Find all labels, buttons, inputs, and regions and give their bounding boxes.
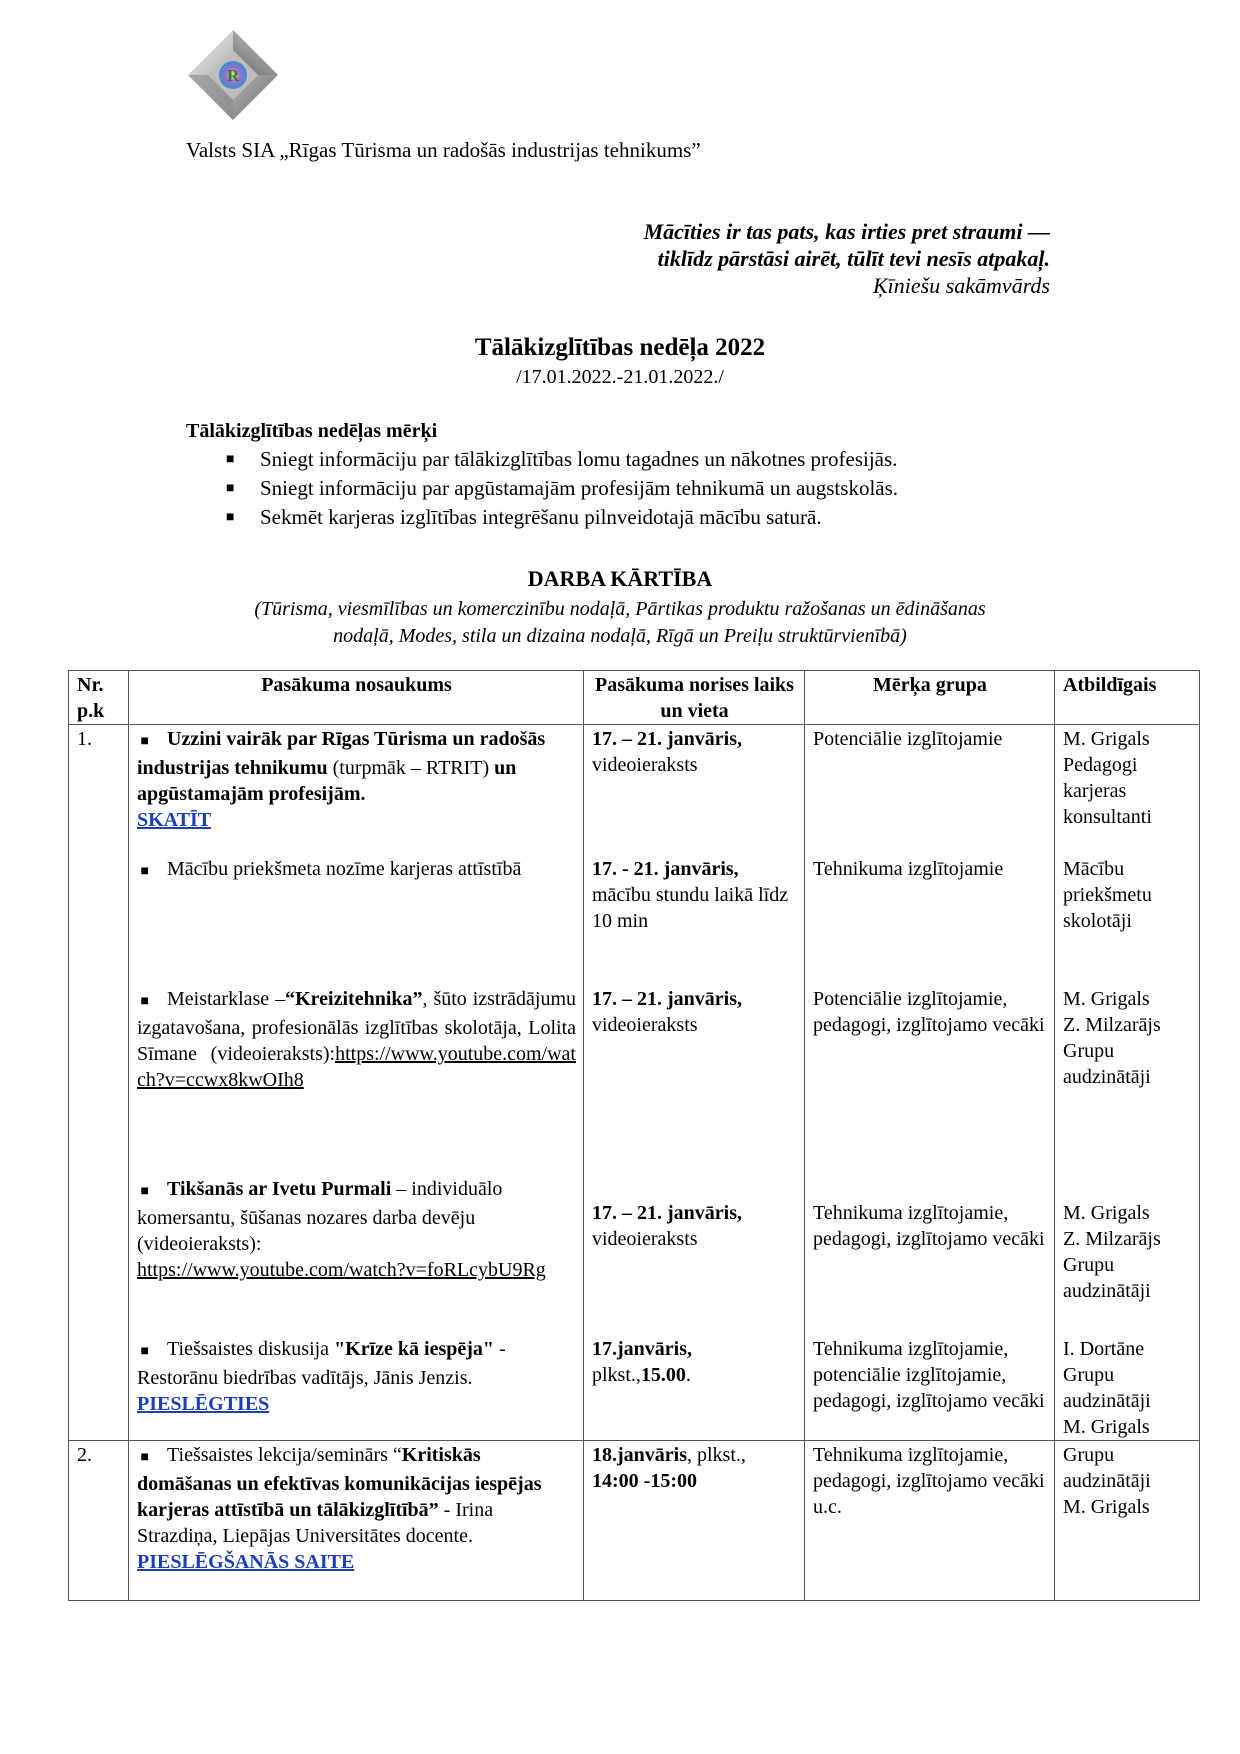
event-5: ■ Tiešsaistes diskusija "Krīze kā iespēja" - Restorānu biedrības vadītājs, Jānis Jenzis. PIESLĒGTIES — [137, 1338, 506, 1415]
goals-list — [186, 445, 1066, 532]
goal-item: ■ Sniegt informāciju par apgūstamajām profesijām tehnikumā un augstskolās. — [186, 474, 1066, 503]
event-4: ■ Tikšanās ar Ivetu Purmali – individuālo komersantu, šūšanas nozares darba devēju (videoieraksts): https://www.youtube.com/watch?v=foRLcybU9Rg — [137, 1178, 546, 1281]
event-5-time: 17.janvāris, plkst.,15.00. — [592, 1338, 692, 1386]
document-dates: /17.01.2022.-21.01.2022./ — [516, 366, 724, 388]
square-bullet-icon: ■ — [137, 1450, 149, 1465]
event-1: ■ Uzzini vairāk par Rīgas Tūrisma un radošās industrijas tehnikumu (turpmāk – RTRIT) un apgūstamajām profesijām. SKATĪT — [137, 728, 546, 831]
table-row — [69, 725, 1200, 1441]
target-groups-cell — [805, 725, 1055, 1441]
square-bullet-icon: ■ — [226, 510, 235, 525]
goals-section — [186, 420, 1066, 532]
svg-text:R: R — [227, 66, 240, 85]
event-3-time: 17. – 21. janvāris, videoieraksts — [592, 988, 742, 1036]
event-3-responsible: M. Grigals Z. Milzarājs Grupu audzinātāji — [1063, 988, 1161, 1088]
event-4-group: Tehnikuma izglītojamie, pedagogi, izglītojamo vecāki — [813, 1202, 1045, 1250]
row-number: 2. — [69, 1441, 129, 1601]
event-1-responsible: M. Grigals Pedagogi karjeras konsultanti — [1063, 728, 1152, 828]
square-bullet-icon: ■ — [137, 864, 149, 879]
goal-item: ■ Sniegt informāciju par tālākizglītības lomu tagadnes un nākotnes profesijās. — [186, 445, 1066, 474]
join-link[interactable]: PIESLĒGTIES — [137, 1393, 270, 1415]
agenda-heading: DARBA KĀRTĪBA — [527, 566, 713, 591]
header-nr: Nr. p.k — [69, 671, 129, 725]
school-logo-icon — [186, 28, 280, 122]
header-group: Mērķa grupa — [805, 671, 1055, 725]
agenda-table — [68, 670, 1200, 1601]
agenda-subtitle: (Tūrisma, viesmīlības un komerczinību nodaļā, Pārtikas produktu ražošanas un ēdināšanas nodaļā, Modes, stila un dizaina nodaļā, Rīgā un Preiļu struktūrvienībā) — [254, 598, 986, 647]
square-bullet-icon: ■ — [226, 452, 235, 467]
square-bullet-icon: ■ — [137, 1344, 149, 1359]
event-2-responsible: Mācību priekšmetu skolotāji — [1063, 858, 1152, 932]
watch-link[interactable]: SKATĪT — [137, 809, 212, 831]
target-group-cell: Tehnikuma izglītojamie, pedagogi, izglītojamo vecāki u.c. — [805, 1441, 1055, 1601]
quote-source: Ķīniešu sakāmvārds — [872, 273, 1050, 298]
header-time: Pasākuma norises laiks un vieta — [584, 671, 805, 725]
event-names-cell — [129, 725, 584, 1441]
header-name: Pasākuma nosaukums — [129, 671, 584, 725]
event-5-group: Tehnikuma izglītojamie, potenciālie izglītojamie, pedagogi, izglītojamo vecāki — [813, 1338, 1045, 1412]
event-name-cell: ■ Tiešsaistes lekcija/seminārs “Kritiskās domāšanas un efektīvas komunikācijas iespējas karjeras attīstībā un tālākizglītībā” - Irina Strazdiņa, Liepājas Universitātes docente. PIESLĒGŠANĀS SAITE — [129, 1441, 584, 1601]
table-header-row — [69, 671, 1200, 725]
organization-name: Valsts SIA „Rīgas Tūrisma un radošās industrijas tehnikums” — [186, 138, 701, 162]
row-number: 1. — [69, 725, 129, 1441]
event-1-group: Potenciālie izglītojamie — [813, 728, 1003, 750]
goals-heading: Tālākizglītības nedēļas mērķi — [186, 420, 438, 442]
event-3: ■ Meistarklase –“Kreizitehnika”, šūto izstrādājumu izgatavošana, profesionālās izglītības skolotāja, Lolita Sīmane (videoieraksts):https://www.youtube.com/watch?v=ccwx8kwOIh8 — [137, 988, 576, 1091]
square-bullet-icon: ■ — [137, 994, 149, 1009]
event-time-cell: 18.janvāris, plkst., 14:00 -15:00 — [584, 1441, 805, 1601]
document-title: Tālākizglītības nedēļa 2022 — [474, 334, 766, 361]
goal-item: ■ Sekmēt karjeras izglītības integrēšanu pilnveidotajā mācību saturā. — [186, 503, 1066, 532]
quote-line-1: Mācīties ir tas pats, kas irties pret straumi — — [643, 219, 1050, 244]
responsible-cell — [1055, 725, 1200, 1441]
video-link[interactable]: https://www.youtube.com/watch?v=foRLcybU9Rg — [137, 1259, 546, 1281]
table-row — [69, 1441, 1200, 1601]
event-5-responsible: I. Dortāne Grupu audzinātāji M. Grigals — [1063, 1338, 1151, 1438]
event-times-cell — [584, 725, 805, 1441]
event-2: ■ Mācību priekšmeta nozīme karjeras attīstībā — [137, 856, 576, 986]
event-2-time: 17. - 21. janvāris, mācību stundu laikā līdz 10 min — [592, 858, 789, 932]
event-2-group: Tehnikuma izglītojamie — [813, 858, 1004, 880]
join-link[interactable]: PIESLĒGŠANĀS SAITE — [137, 1551, 355, 1573]
event-1-time: 17. – 21. janvāris, videoieraksts — [592, 728, 742, 776]
square-bullet-icon: ■ — [137, 1184, 149, 1199]
square-bullet-icon: ■ — [137, 734, 149, 749]
event-4-time: 17. – 21. janvāris, videoieraksts — [592, 1202, 742, 1250]
responsible-cell: Grupu audzinātāji M. Grigals — [1055, 1441, 1200, 1601]
event-3-group: Potenciālie izglītojamie, pedagogi, izglītojamo vecāki — [813, 988, 1045, 1036]
event-4-responsible: M. Grigals Z. Milzarājs Grupu audzinātāji — [1063, 1202, 1161, 1302]
square-bullet-icon: ■ — [226, 481, 235, 496]
video-link[interactable]: https://www.youtube.com/watch?v=ccwx8kwOIh8 — [137, 1043, 576, 1091]
quote-line-2: tiklīdz pārstāsi airēt, tūlīt tevi nesīs atpakaļ. — [657, 246, 1050, 271]
motto-quote — [644, 218, 1050, 299]
header-responsible: Atbildīgais — [1055, 671, 1200, 725]
